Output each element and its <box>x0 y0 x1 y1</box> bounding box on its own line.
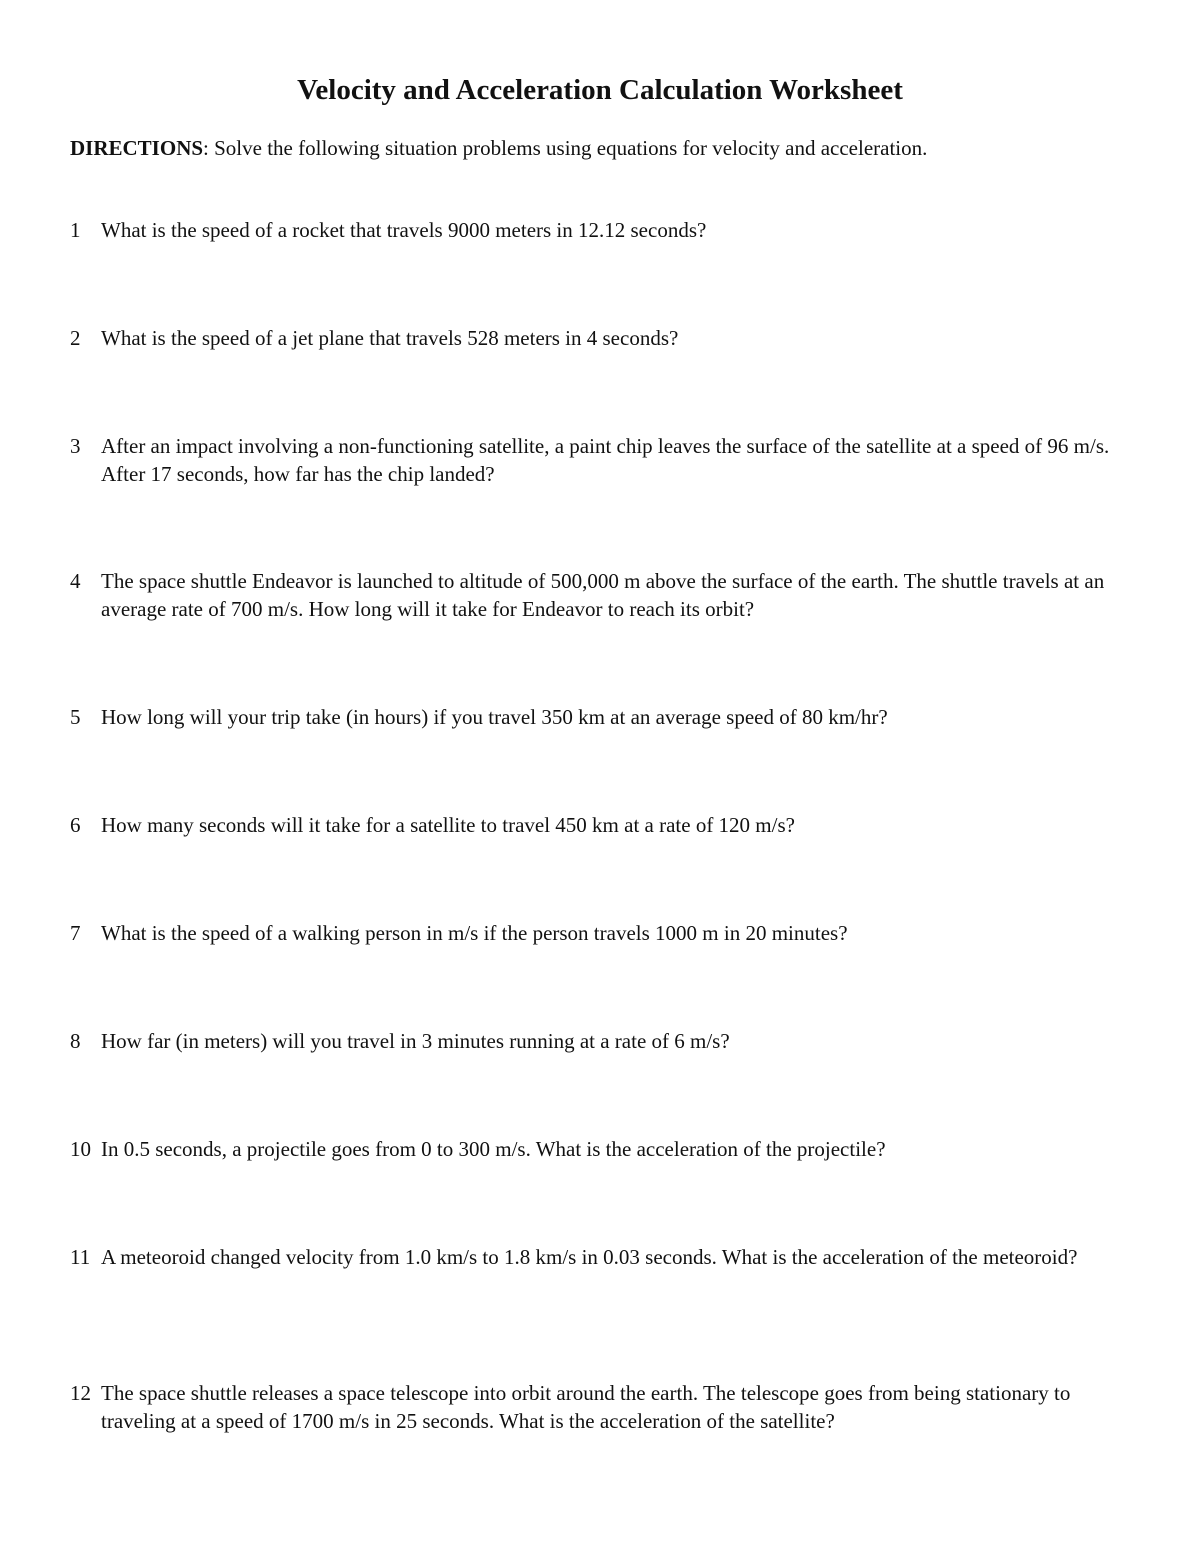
question-12 <box>70 1379 1130 1435</box>
question-text: The space shuttle Endeavor is launched to altitude of 500,000 m above the surface of the earth. The shuttle travels at an average rate of 700 m/s. How long will it take for Endeavor to reach its orbit? <box>101 569 1105 621</box>
question-text: In 0.5 seconds, a projectile goes from 0 to 300 m/s. What is the acceleration of the projectile? <box>101 1137 886 1161</box>
question-text: What is the speed of a walking person in m/s if the person travels 1000 m in 20 minutes? <box>101 921 848 945</box>
question-number: 8 <box>70 1029 81 1053</box>
question-11 <box>70 1243 1130 1271</box>
page-title: Velocity and Acceleration Calculation Worksheet <box>297 74 903 106</box>
question-text: What is the speed of a jet plane that travels 528 meters in 4 seconds? <box>101 326 679 350</box>
question-number: 11 <box>70 1245 91 1269</box>
question-text: How far (in meters) will you travel in 3 minutes running at a rate of 6 m/s? <box>101 1029 730 1053</box>
question-number: 6 <box>70 813 81 837</box>
directions-text: : Solve the following situation problems using equations for velocity and acceleration. <box>203 136 928 160</box>
question-text: How long will your trip take (in hours) if you travel 350 km at an average speed of 80 km/hr? <box>101 705 888 729</box>
question-number: 10 <box>70 1137 91 1161</box>
question-number: 12 <box>70 1381 91 1405</box>
question-number: 1 <box>70 218 81 242</box>
question-4 <box>70 567 1130 623</box>
directions-label: DIRECTIONS <box>70 136 204 160</box>
question-2 <box>70 324 1130 352</box>
question-1 <box>70 216 1130 244</box>
question-10 <box>70 1135 1130 1163</box>
directions <box>70 133 1130 163</box>
question-text: The space shuttle releases a space telescope into orbit around the earth. The telescope goes from being stationary to traveling at a speed of 1700 m/s in 25 seconds. What is the acceleration of the satellite? <box>101 1381 1071 1433</box>
question-number: 7 <box>70 921 81 945</box>
question-number: 3 <box>70 434 81 458</box>
question-3 <box>70 432 1130 488</box>
question-text: How many seconds will it take for a satellite to travel 450 km at a rate of 120 m/s? <box>101 813 795 837</box>
question-text: A meteoroid changed velocity from 1.0 km/s to 1.8 km/s in 0.03 seconds. What is the acceleration of the meteoroid? <box>101 1245 1078 1269</box>
question-number: 2 <box>70 326 81 350</box>
question-6 <box>70 811 1130 839</box>
question-text: What is the speed of a rocket that travels 9000 meters in 12.12 seconds? <box>101 218 707 242</box>
question-number: 4 <box>70 569 81 593</box>
question-5 <box>70 703 1130 731</box>
question-7 <box>70 919 1130 947</box>
question-8 <box>70 1027 1130 1055</box>
question-text: After an impact involving a non-functioning satellite, a paint chip leaves the surface of the satellite at a speed of 96 m/s. After 17 seconds, how far has the chip landed? <box>101 434 1110 486</box>
question-number: 5 <box>70 705 81 729</box>
